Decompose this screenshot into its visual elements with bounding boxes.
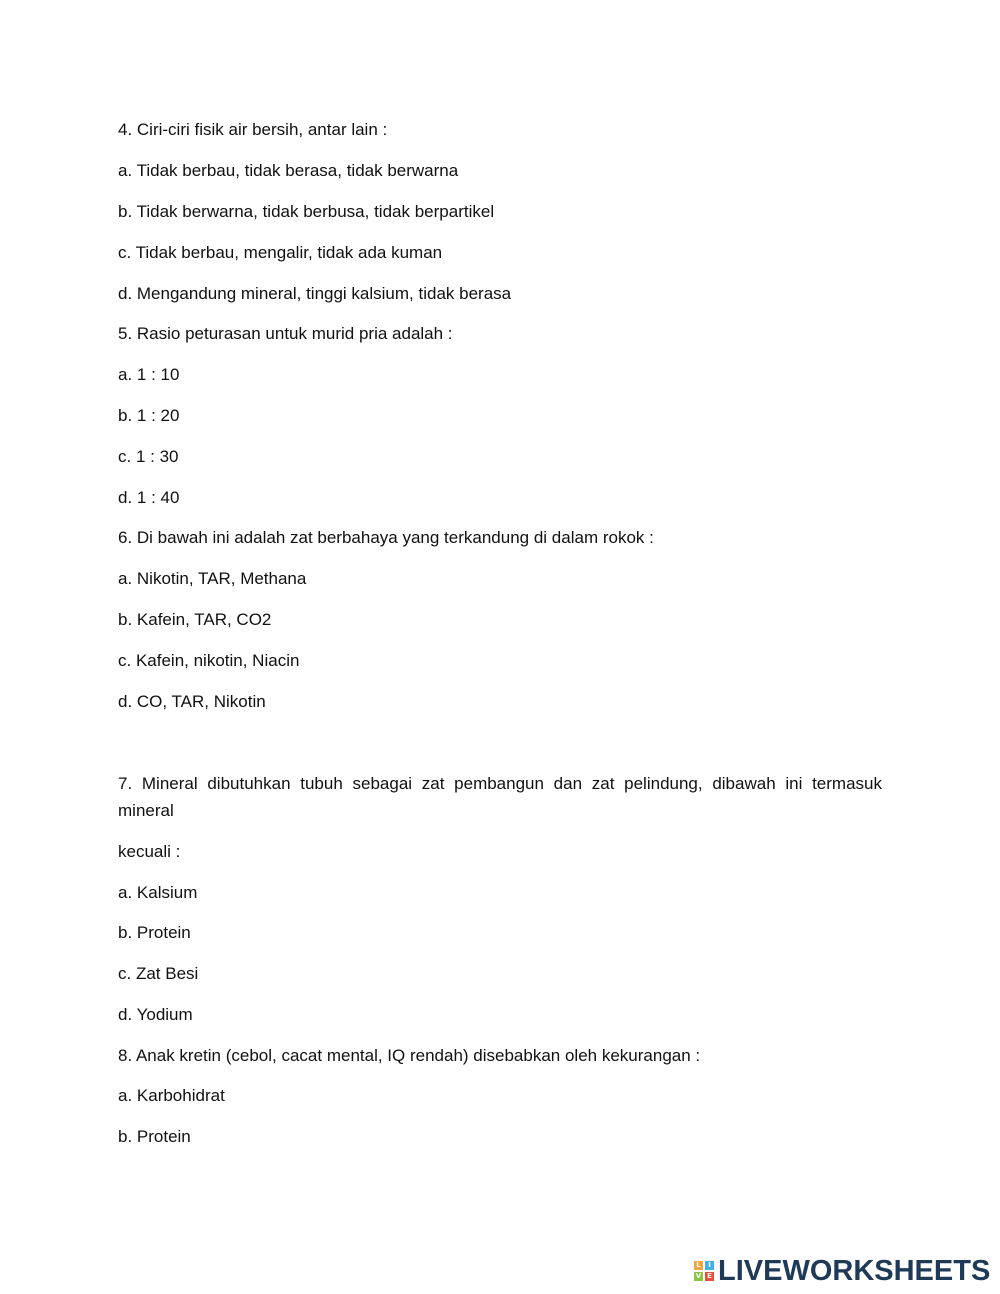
liveworksheets-logo	[694, 1254, 990, 1288]
question-8-option-b[interactable]: b. Protein	[118, 1127, 191, 1146]
question-4-stem: 4. Ciri-ciri fisik air bersih, antar lain :	[118, 120, 388, 139]
question-4-option-b[interactable]: b. Tidak berwarna, tidak berbusa, tidak berpartikel	[118, 202, 495, 221]
logo-icon	[694, 1261, 714, 1281]
question-4-option-d[interactable]: d. Mengandung mineral, tinggi kalsium, tidak berasa	[118, 284, 512, 303]
question-6-option-c[interactable]: c. Kafein, nikotin, Niacin	[118, 651, 300, 670]
question-8-stem: 8. Anak kretin (cebol, cacat mental, IQ rendah) disebabkan oleh kekurangan :	[118, 1046, 701, 1065]
logo-letter-i: I	[705, 1261, 714, 1270]
question-6-stem: 6. Di bawah ini adalah zat berbahaya yang terkandung di dalam rokok :	[118, 528, 654, 547]
question-6-option-b[interactable]: b. Kafein, TAR, CO2	[118, 610, 272, 629]
question-7-option-d[interactable]: d. Yodium	[118, 1005, 193, 1024]
question-5-option-b[interactable]: b. 1 : 20	[118, 406, 180, 425]
question-7-stem-continued: kecuali :	[118, 842, 181, 861]
question-6-option-a[interactable]: a. Nikotin, TAR, Methana	[118, 569, 307, 588]
question-5-option-d[interactable]: d. 1 : 40	[118, 488, 180, 507]
logo-letter-e: E	[705, 1272, 714, 1281]
question-8-option-a[interactable]: a. Karbohidrat	[118, 1086, 225, 1105]
question-4-option-a[interactable]: a. Tidak berbau, tidak berasa, tidak berwarna	[118, 161, 459, 180]
question-5-option-c[interactable]: c. 1 : 30	[118, 447, 179, 466]
question-7-option-b[interactable]: b. Protein	[118, 923, 191, 942]
question-7-option-c[interactable]: c. Zat Besi	[118, 964, 199, 983]
question-5-stem: 5. Rasio peturasan untuk murid pria adalah :	[118, 324, 453, 343]
question-5-option-a[interactable]: a. 1 : 10	[118, 365, 180, 384]
question-6-option-d[interactable]: d. CO, TAR, Nikotin	[118, 692, 266, 711]
question-7-stem: 7. Mineral dibutuhkan tubuh sebagai zat pembangun dan zat pelindung, dibawah ini termasuk mineral	[118, 774, 882, 820]
logo-wordmark: LIVEWORKSHEETS	[718, 1255, 991, 1287]
logo-letter-v: V	[695, 1272, 702, 1280]
question-7-option-a[interactable]: a. Kalsium	[118, 883, 198, 902]
question-4-option-c[interactable]: c. Tidak berbau, mengalir, tidak ada kuman	[118, 243, 443, 262]
logo-letter-l: L	[694, 1261, 703, 1270]
